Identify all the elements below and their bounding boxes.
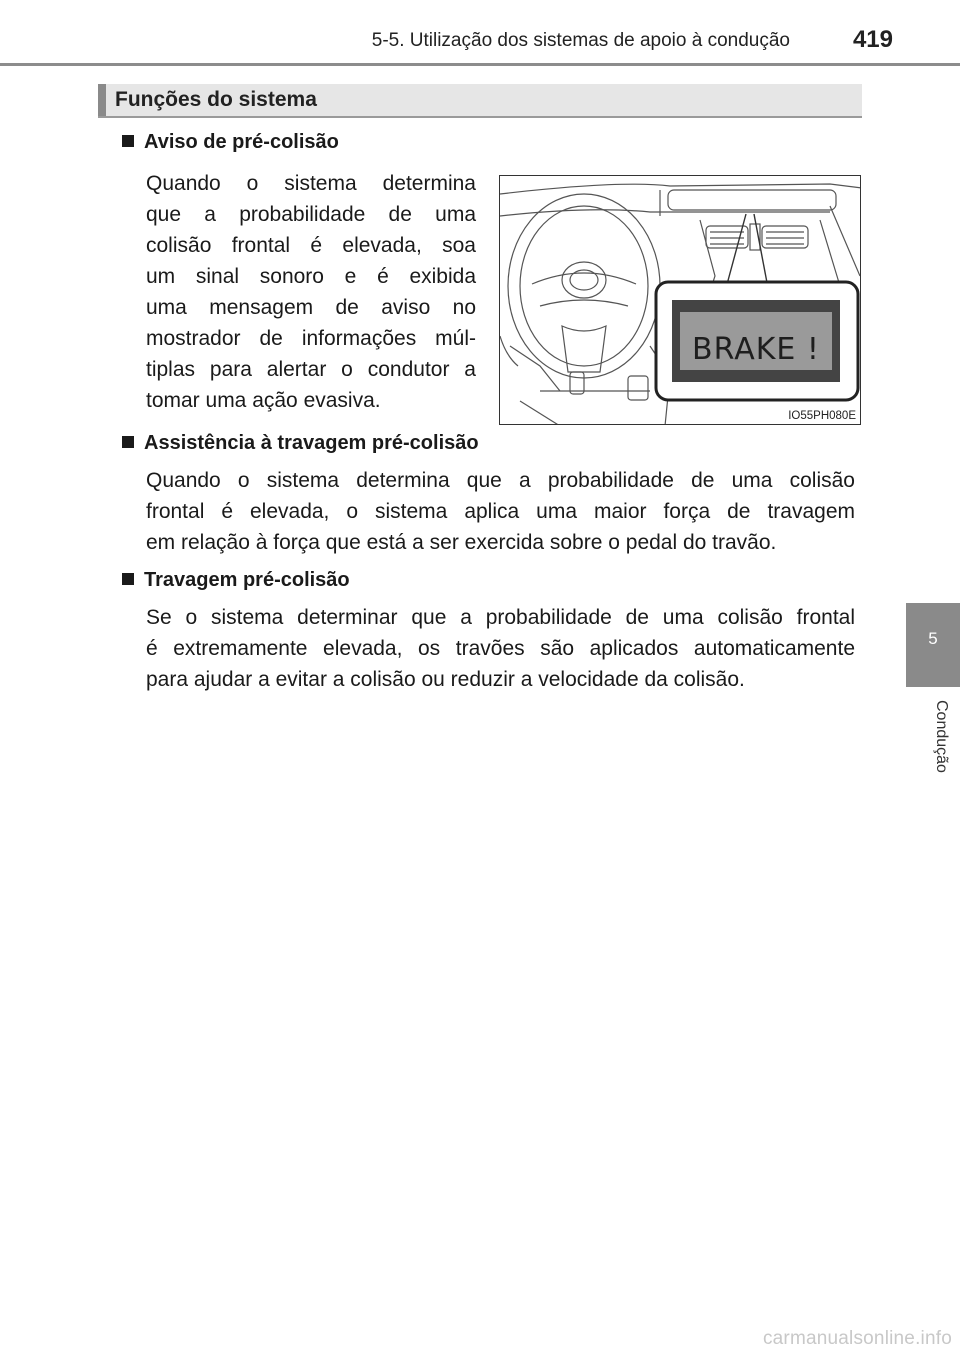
heading-travagem-text: Travagem pré-colisão [144, 569, 350, 591]
heading-aviso-text: Aviso de pré-colisão [144, 131, 339, 153]
text-line: um sinal sonoro e é exibida [146, 265, 476, 288]
header-divider [0, 63, 960, 66]
header-section-title: 5-5. Utilização dos sistemas de apoio à condução [371, 30, 790, 51]
text-line: frontal é elevada, o sistema aplica uma maior força de travagem [146, 500, 855, 523]
text-line: Quando o sistema determina que a probabilidade de uma colisão [146, 469, 855, 492]
text-line: tomar uma ação evasiva. [146, 389, 381, 412]
section-bar [98, 84, 862, 118]
text-line: mostrador de informações múl- [146, 327, 476, 350]
paragraph-aviso [146, 168, 476, 416]
figure-code: IO55PH080E [788, 410, 856, 422]
watermark: carmanualsonline.info [762, 1328, 952, 1349]
text-line: para ajudar a evitar a colisão ou reduzir a velocidade da colisão. [146, 668, 745, 691]
page-number: 419 [852, 26, 893, 53]
paragraph-travagem [146, 602, 855, 695]
text-line: Se o sistema determinar que a probabilidade de uma colisão frontal [146, 606, 855, 629]
heading-assistencia-text: Assistência à travagem pré-colisão [144, 432, 479, 454]
heading-aviso [122, 131, 339, 154]
brake-warning-text: BRAKE ! [692, 332, 820, 367]
square-bullet-icon [122, 436, 134, 448]
text-line: em relação à força que está a ser exercida sobre o pedal do travão. [146, 531, 777, 554]
text-line: que a probabilidade de uma [146, 203, 476, 226]
heading-assistencia [122, 432, 479, 455]
paragraph-assistencia [146, 465, 855, 558]
chapter-label: Condução [933, 700, 950, 773]
text-line: tiplas para alertar o condutor a [146, 358, 476, 381]
square-bullet-icon [122, 573, 134, 585]
heading-travagem [122, 569, 350, 592]
dashboard-illustration [499, 175, 861, 425]
text-line: colisão frontal é elevada, soa [146, 234, 476, 257]
square-bullet-icon [122, 135, 134, 147]
section-bar-accent [98, 84, 106, 116]
section-title: Funções do sistema [115, 88, 317, 111]
text-line: uma mensagem de aviso no [146, 296, 476, 319]
chapter-tab: 5 [906, 603, 960, 687]
text-line: é extremamente elevada, os travões são aplicados automaticamente [146, 637, 855, 660]
dashboard-drawing [500, 176, 861, 425]
text-line: Quando o sistema determina [146, 172, 476, 195]
